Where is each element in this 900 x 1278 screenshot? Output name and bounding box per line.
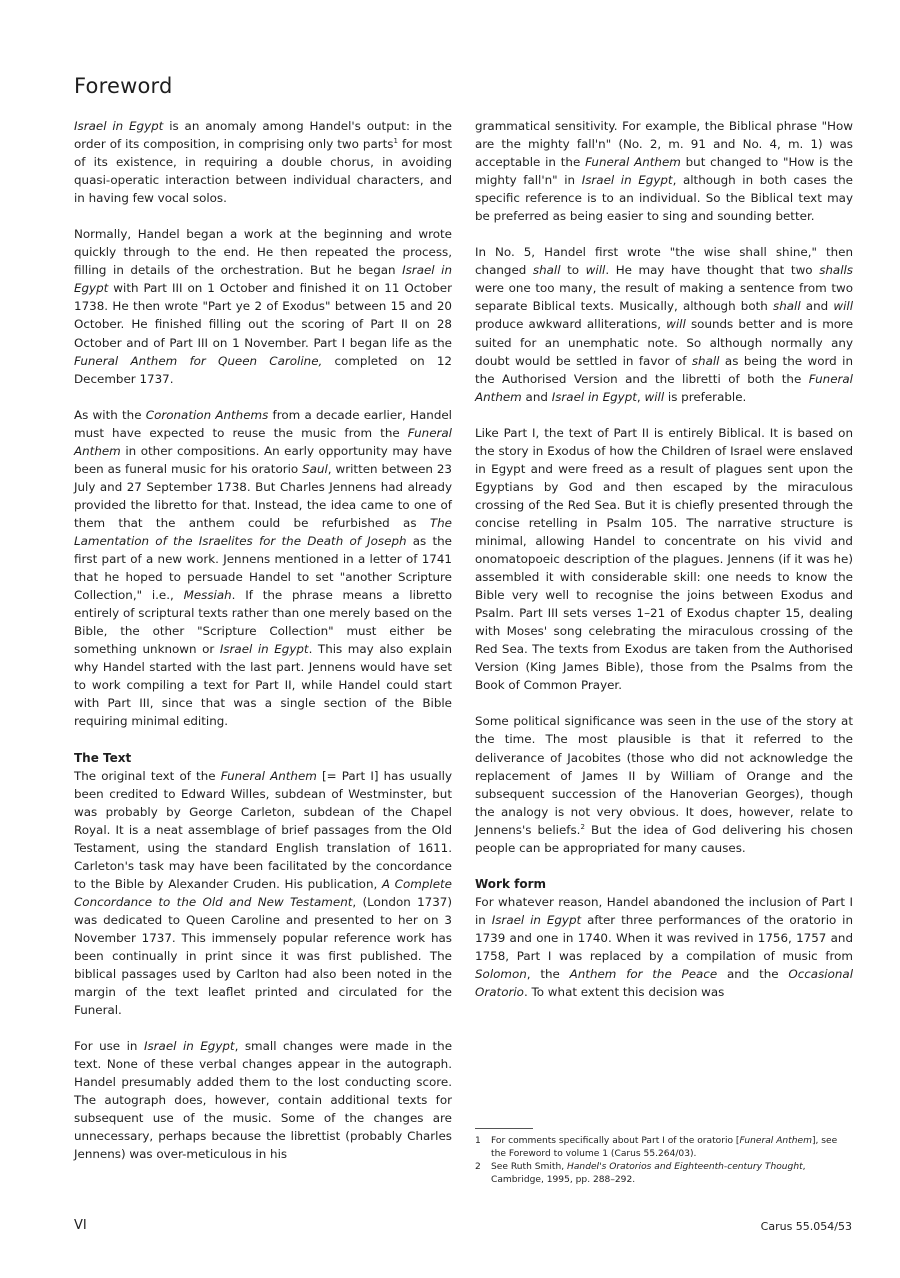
text-run: were one too many, the result of making a sentence from two separate Biblical texts. Musically, although both [475, 281, 853, 314]
text-run: , small changes were made in the text. None of these verbal changes appear in the autograph. Handel presumably added them to the lost conducting score. The autograph does, however, contain additional texts for subsequent use of the music. Some of the changes are unnecessary, perhaps because the librettist (probably Charles Jennens) was over-meticulous in his [74, 1039, 453, 1162]
paragraph-reuse [74, 406, 452, 731]
italic-text: Israel in Egypt [74, 263, 452, 296]
italic-text: shall [532, 263, 561, 278]
italic-text: Funeral Anthem [220, 768, 317, 783]
italic-text: A Complete Concordance to the Old and New Testament [74, 876, 452, 909]
text-run: , the [526, 966, 570, 981]
text-run: , although in both cases the specific reference is to an individual. So the Biblical text may be preferred as being easier to sing and sounding better. [475, 173, 854, 224]
paragraph-composition [74, 225, 452, 387]
footnote-1 [475, 1135, 853, 1160]
italic-text: shall [691, 353, 720, 368]
italic-text: Coronation Anthems [145, 407, 269, 422]
text-run: Like Part I, the text of Part II is entirely Biblical. It is based on the story in Exodus of how the Children of Israel were enslaved in Egypt and were freed as a result of plagues sent upon the Egyptians by God and then escaped by the miraculous crossing of the Red Sea. But it is chiefly presented through the concise retelling in Psalm 105. The narrative structure is minimal, allowing Handel to concentrate on his vivid and onomatopoeic description of the plagues. Jennens (if it was he) assembled it with considerable skill: one needs to know the Bible very well to recognise the joins between Exodus and Psalm. Part III sets verses 1–21 of Exodus chapter 15, dealing with Moses' song celebrating the miraculous crossing of the Red Sea. The texts from Exodus are taken from the Authorised Version (King James Bible), those from the Psalms from the Book of Common Prayer. [475, 425, 853, 693]
paragraph-changes [74, 1037, 452, 1163]
footnotes [475, 1128, 853, 1187]
footnote-text [491, 1161, 853, 1186]
paragraph-intro [74, 117, 452, 207]
text-run: produce awkward alliterations, [475, 317, 667, 332]
text-run: For use in [74, 1039, 144, 1054]
text-run: for most of its existence, in requiring a double chorus, in avoiding quasi-operatic interaction between individual characters, and in having few vocal solos. [74, 137, 452, 206]
paragraph-work-form [475, 893, 853, 1001]
text-run: grammatical sensitivity. For example, the Biblical phrase "How are the mighty fall'n" (No. 2, m. 91 and No. 4, m. 1) was acceptable in the [475, 119, 853, 170]
paragraph-sensitivity [475, 117, 853, 225]
italic-text: Funeral Anthem [475, 371, 853, 404]
italic-text: Funeral Anthem [585, 155, 681, 170]
text-run: and [521, 389, 552, 404]
page-number: VI [74, 1218, 87, 1233]
footnote-number: 1 [475, 1136, 481, 1146]
italic-text: shalls [819, 263, 854, 278]
text-run: . He may have thought that two [605, 263, 820, 278]
text-run: As with the [74, 407, 146, 422]
text-run: sounds better and is more suited for an unemphatic note. So although normally any doubt would be settled in favor of [475, 317, 854, 368]
text-run: . If the phrase means a libretto entirely of scriptural texts rather than one merely based on the Bible, the other "Scripture Collection" must either be something unknown or [74, 588, 452, 657]
heading-the-text: The Text [74, 750, 132, 765]
italic-text: Funeral Anthem [739, 1136, 812, 1146]
italic-text: will [666, 317, 686, 332]
text-run: completed on 12 December 1737. [74, 353, 452, 386]
text-run: to [560, 263, 586, 278]
footnote-ref: 1 [393, 137, 398, 146]
paragraph-original-text [74, 767, 452, 1020]
italic-text: Saul [302, 461, 328, 476]
text-run: , written between 23 July and 27 September 1738. But Charles Jennens had already provided the libretto for that. Instead, the idea came to one of them that the anthem could be refurbished as [74, 461, 452, 530]
italic-text: will [644, 389, 665, 404]
page-title: Foreword [74, 74, 173, 98]
left-column [74, 117, 452, 1163]
footnote-text [491, 1135, 853, 1160]
text-run: In No. 5, Handel first wrote "the wise shall shine," then changed [475, 245, 853, 278]
paragraph-part-two [475, 424, 853, 695]
catalog-number: Carus 55.054/53 [760, 1220, 852, 1233]
footnote-rule [475, 1128, 533, 1129]
text-run: after three performances of the oratorio in 1739 and one in 1740. When it was revived in 1756, 1757 and 1758, Part I was replaced by a compilation of music from [475, 912, 854, 963]
italic-text: will [585, 263, 606, 278]
italic-text: shall [773, 299, 801, 314]
text-run: is preferable. [664, 389, 747, 404]
italic-text: Solomon [475, 966, 527, 981]
italic-text: Israel in Egypt [219, 642, 309, 657]
heading-work-form: Work form [475, 876, 547, 891]
italic-text: Messiah [183, 588, 232, 603]
paragraph-shall-will [475, 243, 853, 405]
italic-text: Occasional Oratorio [475, 966, 853, 1000]
text-run: and [800, 299, 834, 314]
italic-text: Funeral Anthem for Queen Caroline, [74, 353, 323, 368]
text-run: from a decade earlier, Handel must have expected to reuse the music from the [74, 407, 452, 440]
text-run: and the [717, 966, 789, 981]
text-run: , Cambridge, 1995, pp. 288–292. [491, 1162, 806, 1185]
text-run: For comments specifically about Part I of the oratorio [ [491, 1136, 740, 1146]
text-run: , (London 1737) was dedicated to Queen Caroline and presented to her on 3 November 1737. This immensely popular reference work has been continually in print since it was first published. The biblical passages used by Carlton had also been noted in the margin of the text leaflet printed and circulated for the Funeral. [74, 894, 452, 1018]
footnote-number: 2 [475, 1162, 481, 1173]
text-run: But the idea of God delivering his chosen people can be appropriated for many causes. [475, 822, 853, 855]
italic-text: Handel's Oratorios and Eighteenth-century Thought [567, 1162, 803, 1173]
text-run: in other compositions. An early opportunity may have been as funeral music for his oratorio [74, 443, 452, 476]
text-run: ], see the Foreword to volume 1 (Carus 55.264/03). [491, 1136, 838, 1159]
text-run: as being the word in the Authorised Version and the libretti of both the [475, 353, 853, 386]
italic-text: Israel in Egypt [581, 173, 673, 188]
text-run: The original text of the [74, 768, 221, 783]
text-run: See Ruth Smith, [491, 1162, 568, 1173]
text-run: . This may also explain why Handel started with the last part. Jennens would have set to work compiling a text for Part II, while Handel could start with Part III, since that was a single section of the Bible requiring minimal editing. [74, 642, 452, 729]
text-run: , [636, 389, 645, 404]
footnote-2 [475, 1161, 853, 1186]
text-run: Normally, Handel began a work at the beginning and wrote quickly through to the end. He then repeated the process, filling in details of the orchestration. But he began [74, 227, 452, 278]
text-run: . To what extent this decision was [523, 985, 725, 1000]
italic-text: Israel in Egypt [491, 912, 582, 927]
text-run: with Part III on 1 October and finished it on 11 October 1738. He then wrote "Part ye 2 of Exodus" between 15 and 20 October. He finished filling out the scoring of Part II on 28 October and of Part III on 1 November. Part I began life as the [74, 281, 452, 350]
italic-text: Israel in Egypt [74, 119, 164, 133]
right-column [475, 117, 853, 1001]
text-run: [= Part I] has usually been credited to Edward Willes, subdean of Westminster, but was probably by George Carleton, subdean of the Chapel Royal. It is a neat assemblage of brief passages from the Old Testament, using the standard English translation of 1611. Carleton's task may have been facilitated by the concordance to the Bible by Alexander Cruden. His publication, [74, 768, 452, 891]
text-run: but changed to "How is the mighty fall'n" in [475, 155, 853, 188]
italic-text: The Lamentation of the Israelites for the Death of Joseph [74, 515, 452, 548]
footnote-ref: 2 [580, 822, 585, 831]
italic-text: Israel in Egypt [143, 1039, 235, 1054]
italic-text: will [833, 299, 853, 314]
paragraph-political [475, 712, 853, 856]
text-run: For whatever reason, Handel abandoned the inclusion of Part I in [475, 894, 853, 927]
text-run: is an anomaly among Handel's output: in the order of its composition, in comprising only two parts [74, 119, 453, 152]
text-run: as the first part of a new work. Jennens mentioned in a letter of 1741 that he hoped to persuade Handel to set "another Scripture Collection," i.e., [74, 533, 452, 603]
italic-text: Israel in Egypt [551, 389, 637, 404]
text-run: Some political significance was seen in the use of the story at the time. The most plausible is that it referred to the deliverance of Jacobites (those who did not acknowledge the replacement of James II by William of Orange and the subsequent succession of the Hanoverian Georges), though the analogy is not very obvious. It does, however, relate to Jennens's beliefs. [475, 714, 853, 837]
italic-text: Funeral Anthem [74, 425, 452, 458]
italic-text: Anthem for the Peace [569, 966, 718, 981]
